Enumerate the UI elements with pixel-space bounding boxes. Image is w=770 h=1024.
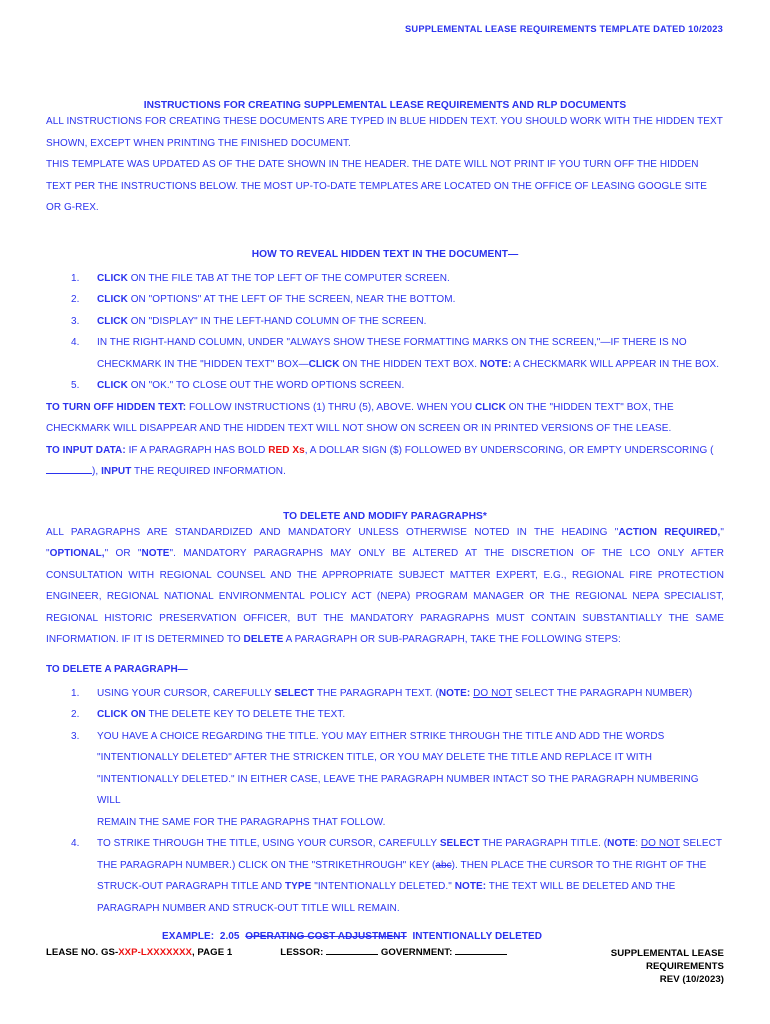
select-keyword: SELECT <box>439 838 480 849</box>
optional-label: OPTIONAL, <box>49 548 105 559</box>
step-text-post: A CHECKMARK WILL APPEAR IN THE BOX. <box>511 358 720 370</box>
turn-off-text-2: ON THE "HIDDEN TEXT" BOX, THE CHECKMARK WILL DISAPPEAR AND THE HIDDEN TEXT WILL NOT SHOW ON SCREEN OR IN PRINTED VERSIONS OF THE LEASE. <box>46 401 674 434</box>
paragraph-input-data <box>46 440 724 483</box>
step-text-mid2: : <box>635 838 641 849</box>
list-item <box>46 268 724 290</box>
heading-delete-a-paragraph: TO DELETE A PARAGRAPH— <box>46 663 188 675</box>
delmod-text-4: ". MANDATORY PARAGRAPHS MAY ONLY BE ALTERED AT THE DISCRETION OF THE LCO ONLY AFTER CONSULTATION WITH REGIONAL COUNSEL AND THE APPROPRIATE SUBJECT MATTER EXPERT, E.G., REGIONAL FIRE PROTECTION ENGINEER, REGIONAL NATIONAL ENVIRONMENTAL POLICY ACT (NEPA) PROGRAM MANAGER OR THE REGIONAL NEPA SPECIALIST, REGIONAL HISTORIC PRESERVATION OFFICER, BUT THE MANDATORY PARAGRAPHS MUST CONTAIN SUBSTANTIALLY THE SAME INFORMATION. IF IT IS DETERMINED TO <box>46 548 724 645</box>
list-item <box>46 311 724 333</box>
action-required-label: ACTION REQUIRED, <box>618 526 721 538</box>
heading-reveal-hidden-text: HOW TO REVEAL HIDDEN TEXT IN THE DOCUMENT— <box>251 248 519 260</box>
paragraph-turn-off-hidden-text <box>46 397 724 440</box>
step-text: ON "OK." TO CLOSE OUT THE WORD OPTIONS SCREEN. <box>127 380 405 391</box>
do-not-emphasis: DO NOT <box>473 687 513 699</box>
step-text: ON THE FILE TAB AT THE TOP LEFT OF THE COMPUTER SCREEN. <box>127 272 450 284</box>
input-data-label: TO INPUT DATA: <box>46 444 126 456</box>
delmod-text-3: " OR " <box>104 548 142 559</box>
lease-number-placeholder: XXP-LXXXXXXX <box>118 947 192 958</box>
turn-off-text-1: FOLLOW INSTRUCTIONS (1) THRU (5), ABOVE. WHEN YOU <box>186 401 475 413</box>
list-number: 2. <box>71 294 80 305</box>
lease-prefix: LEASE NO. GS- <box>46 947 119 958</box>
step-text: THE DELETE KEY TO DELETE THE TEXT. <box>145 709 346 720</box>
step-text-body: YOU HAVE A CHOICE REGARDING THE TITLE. YOU MAY EITHER STRIKE THROUGH THE TITLE AND ADD THE WORDS "INTENTIONALLY DELETED" AFTER THE STRICKEN TITLE, OR YOU MAY DELETE THE TITLE AND REPLACE IT WITH "INTENTIONALLY DELETED." IN EITHER CASE, LEAVE THE PARAGRAPH NUMBER INTACT SO THE PARAGRAPH NUMBERING WILL <box>97 730 699 806</box>
step-text <box>97 838 724 919</box>
list-number: 1. <box>71 687 80 699</box>
step-keyword: CLICK <box>97 272 128 284</box>
document-header: SUPPLEMENTAL LEASE REQUIREMENTS TEMPLATE DATED 10/2023 <box>405 24 723 34</box>
list-item <box>46 704 724 726</box>
lessor-blank <box>326 954 378 955</box>
input-text-2: , A DOLLAR SIGN ($) FOLLOWED BY UNDERSCORING, OR EMPTY UNDERSCORING ( <box>304 444 714 456</box>
example-label: EXAMPLE: <box>162 931 215 942</box>
page-title: INSTRUCTIONS FOR CREATING SUPPLEMENTAL LEASE REQUIREMENTS AND RLP DOCUMENTS <box>143 100 627 111</box>
example-line <box>46 931 724 942</box>
step-text-mid5: "INTENTIONALLY DELETED." <box>311 881 455 892</box>
step-text-mid: THE PARAGRAPH TITLE. ( <box>479 838 608 849</box>
step-text-post: SELECT THE PARAGRAPH NUMBER) <box>512 687 693 699</box>
strikethrough-icon: abc <box>435 859 452 871</box>
step-keyword: CLICK <box>97 315 128 327</box>
step-text-lastline: PARAGRAPH NUMBER AND STRUCK-OUT TITLE WILL REMAIN. <box>97 902 400 914</box>
example-number: 2.05 <box>219 931 240 942</box>
list-number: 5. <box>71 380 80 391</box>
footer-line-2: REQUIREMENTS <box>645 961 724 972</box>
click-keyword: CLICK <box>475 401 506 413</box>
list-item <box>46 683 724 705</box>
list-number: 3. <box>71 730 80 742</box>
lessor-label: LESSOR: <box>280 947 324 958</box>
note-label: NOTE <box>141 548 170 559</box>
underscore-blank <box>46 473 92 474</box>
input-text-4: THE REQUIRED INFORMATION. <box>131 466 286 477</box>
step-keyword: CLICK <box>97 294 128 305</box>
list-item <box>46 332 724 375</box>
red-xs-sample: RED Xs <box>268 444 305 456</box>
step-text-mid: ON THE HIDDEN TEXT BOX. <box>339 358 480 370</box>
step-text-mid4: ). THEN PLACE THE CURSOR TO THE RIGHT OF THE STRUCK-OUT PARAGRAPH TITLE AND <box>97 859 707 892</box>
document-footer <box>46 947 724 986</box>
step-text-mid: THE PARAGRAPH TEXT. ( <box>314 687 439 699</box>
note-label: NOTE <box>607 838 636 849</box>
footer-lease-number <box>46 947 232 958</box>
note-label-2: NOTE: <box>454 881 487 892</box>
list-number: 2. <box>71 709 80 720</box>
turn-off-label: TO TURN OFF HIDDEN TEXT: <box>46 401 187 413</box>
step-text-pre: TO STRIKE THROUGH THE TITLE, USING YOUR CURSOR, CAREFULLY <box>97 838 440 849</box>
delmod-text-1: ALL PARAGRAPHS ARE STANDARDIZED AND MANDATORY UNLESS OTHERWISE NOTED IN THE HEADING " <box>46 526 619 538</box>
footer-line-3: REV (10/2023) <box>659 974 724 985</box>
step-text: ON "OPTIONS" AT THE LEFT OF THE SCREEN, NEAR THE BOTTOM. <box>127 294 456 305</box>
do-not-emphasis: DO NOT <box>640 838 680 849</box>
paragraph-delete-modify <box>46 522 724 651</box>
step-text-lastline: REMAIN THE SAME FOR THE PARAGRAPHS THAT FOLLOW. <box>97 816 386 828</box>
input-text-1: IF A PARAGRAPH HAS BOLD <box>125 444 269 456</box>
paragraph-template-updated: THIS TEMPLATE WAS UPDATED AS OF THE DATE SHOWN IN THE HEADER. THE DATE WILL NOT PRINT IF YOU TURN OFF THE HIDDEN TEXT PER THE INSTRUCTIONS BELOW. THE MOST UP-TO-DATE TEMPLATES ARE LOCATED ON THE OFFICE OF LEASING GOOGLE SITE OR G-REX. <box>46 159 708 213</box>
delmod-text-5: A PARAGRAPH OR SUB-PARAGRAPH, TAKE THE FOLLOWING STEPS: <box>283 634 621 645</box>
input-text-3: ), <box>92 466 102 477</box>
list-number: 4. <box>71 337 80 348</box>
list-number: 1. <box>71 272 80 284</box>
list-item <box>46 833 724 919</box>
step-text <box>97 731 724 834</box>
note-label: NOTE: <box>438 687 471 699</box>
note-label: NOTE: <box>479 358 512 370</box>
step-text-post: THE TEXT WILL BE DELETED AND THE <box>486 881 676 892</box>
list-number: 3. <box>71 315 80 327</box>
step-keyword: CLICK <box>97 380 128 391</box>
list-item <box>46 289 724 311</box>
reveal-steps-list <box>46 268 724 397</box>
list-item <box>46 726 724 834</box>
delete-keyword: DELETE <box>243 634 284 645</box>
list-item <box>46 375 724 397</box>
heading-delete-modify-paragraphs: TO DELETE AND MODIFY PARAGRAPHS* <box>283 510 487 522</box>
click-on-keyword: CLICK ON <box>97 709 146 720</box>
lease-suffix: , PAGE 1 <box>191 947 233 958</box>
type-keyword: TYPE <box>285 881 312 892</box>
government-label: GOVERNMENT: <box>380 947 453 958</box>
select-keyword: SELECT <box>274 687 315 699</box>
paragraph-intro: ALL INSTRUCTIONS FOR CREATING THESE DOCUMENTS ARE TYPED IN BLUE HIDDEN TEXT. YOU SHOULD WORK WITH THE HIDDEN TEXT SHOWN, EXCEPT WHEN PRINTING THE FINISHED DOCUMENT. <box>46 116 723 149</box>
government-blank <box>455 954 507 955</box>
footer-document-name <box>611 947 724 986</box>
delmod-text-2: " " <box>46 526 724 559</box>
step-text-mid3: SELECT THE PARAGRAPH NUMBER.) CLICK ON THE "STRIKETHROUGH" KEY ( <box>97 838 722 871</box>
example-struck-title: OPERATING COST ADJUSTMENT <box>245 931 407 942</box>
footer-line-1: SUPPLEMENTAL LEASE <box>610 948 724 959</box>
step-keyword: CLICK <box>308 358 340 370</box>
footer-signature-blanks <box>270 947 507 958</box>
example-suffix: INTENTIONALLY DELETED <box>412 931 543 942</box>
delete-steps-list <box>46 683 724 920</box>
input-keyword: INPUT <box>101 466 132 477</box>
step-text: ON "DISPLAY" IN THE LEFT-HAND COLUMN OF THE SCREEN. <box>127 315 427 327</box>
step-text-pre: USING YOUR CURSOR, CAREFULLY <box>97 687 275 699</box>
list-number: 4. <box>71 838 80 849</box>
step-text: IN THE RIGHT-HAND COLUMN, UNDER "ALWAYS SHOW THESE FORMATTING MARKS ON THE SCREEN,"—IF THERE IS NO CHECKMARK IN THE "HIDDEN TEXT" BOX— <box>97 337 687 370</box>
